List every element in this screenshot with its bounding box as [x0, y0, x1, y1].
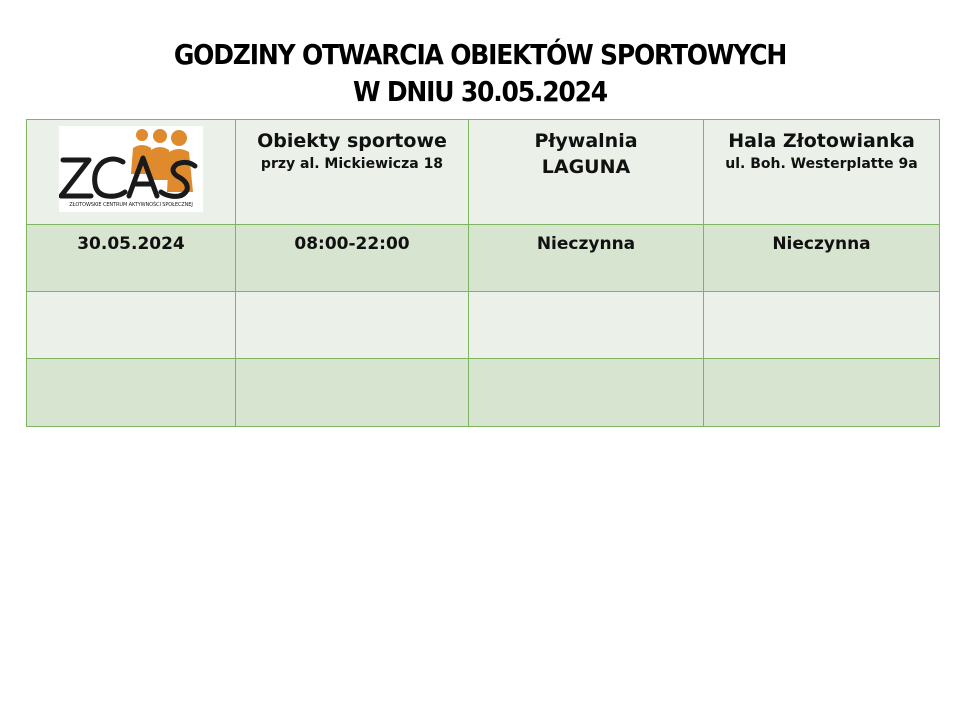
header-pool-name: Pływalnia: [534, 130, 638, 152]
logo-tagline: ZŁOTOWSKIE CENTRUM AKTYWNOŚCI SPOŁECZNEJ: [69, 202, 193, 208]
hours-cell: [469, 359, 704, 427]
page-title: [0, 36, 960, 110]
title-line-2: W DNIU 30.05.2024: [352, 75, 607, 108]
hours-cell: [704, 359, 940, 427]
table-row: [27, 292, 940, 359]
header-pool-subtitle: LAGUNA: [541, 156, 631, 178]
table-row: [27, 225, 940, 292]
header-hall-name: Hala Złotowianka: [728, 130, 915, 152]
date-cell: 30.05.2024: [27, 225, 236, 292]
title-line-1: GODZINY OTWARCIA OBIEKTÓW SPORTOWYCH: [173, 38, 787, 71]
date-cell: [27, 359, 236, 427]
hours-cell: [236, 359, 469, 427]
header-sports-facilities-address: przy al. Mickiewicza 18: [260, 156, 444, 172]
header-sports-facilities: [236, 120, 469, 225]
hours-cell: [469, 292, 704, 359]
header-sports-facilities-name: Obiekty sportowe: [257, 130, 447, 152]
header-pool: [469, 120, 704, 225]
logo-cell: [27, 120, 236, 225]
opening-hours-table: [26, 119, 940, 427]
table-row: [27, 359, 940, 427]
hours-cell: [236, 292, 469, 359]
table-header-row: [27, 120, 940, 225]
hours-cell: [704, 292, 940, 359]
hours-cell: 08:00-22:00: [236, 225, 469, 292]
hours-cell: Nieczynna: [704, 225, 940, 292]
date-cell: [27, 292, 236, 359]
hours-cell: Nieczynna: [469, 225, 704, 292]
header-hall: [704, 120, 940, 225]
zcas-logo-icon: [59, 126, 203, 212]
header-hall-address: ul. Boh. Westerplatte 9a: [725, 156, 918, 172]
